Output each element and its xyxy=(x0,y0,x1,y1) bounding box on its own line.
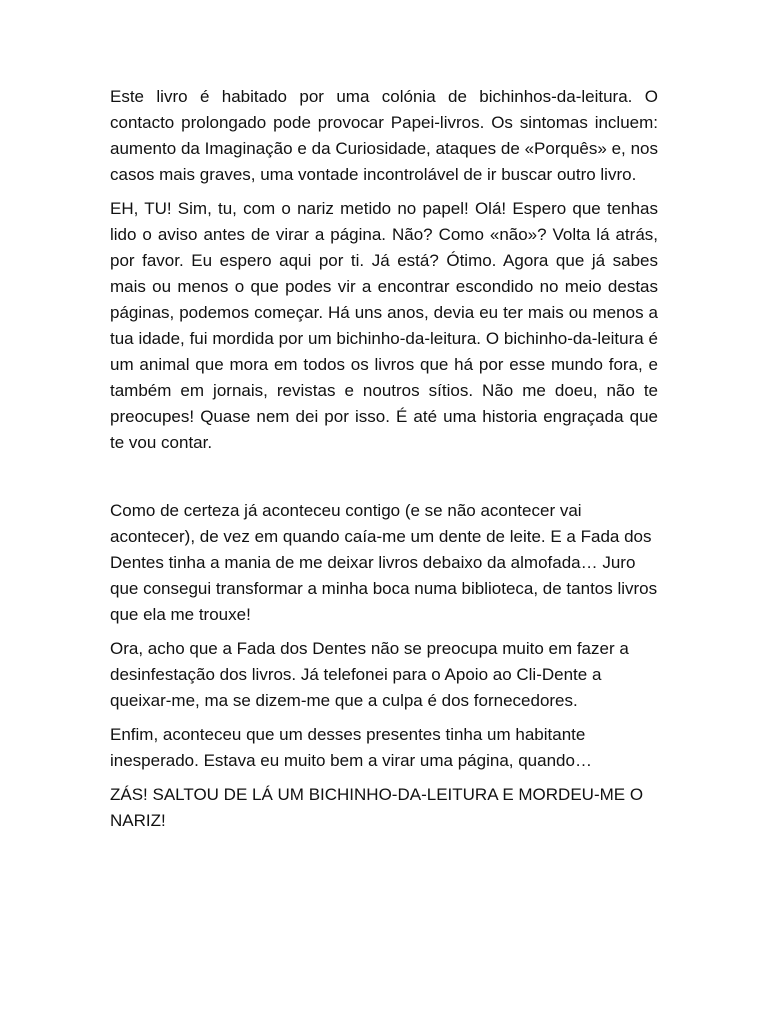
intro-paragraph: EH, TU! Sim, tu, com o nariz metido no papel! Olá! Espero que tenhas lido o aviso antes de virar a página. Não? Como «não»? Volta lá atrás, por favor. Eu espero aqui por ti. Já está? Ótimo. Agora que já sabes mais ou menos o que podes vir a encontrar escondido no meio destas páginas, podemos começar. Há uns anos, devia eu ter mais ou menos a tua idade, fui mordida por um bichinho-da-leitura. O bichinho-da-leitura é um animal que mora em todos os livros que há por esse mundo fora, e também em jornais, revistas e noutros sítios. Não me doeu, não te preocupes! Quase nem dei por isso. É até uma historia engraçada que te vou contar. xyxy=(110,199,658,452)
closing-paragraph: ZÁS! SALTOU DE LÁ UM BICHINHO-DA-LEITURA E MORDEU-ME O NARIZ! xyxy=(110,785,644,830)
disinfestation-paragraph: Ora, acho que a Fada dos Dentes não se preocupa muito em fazer a desinfestação dos livros. Já telefonei para o Apoio ao Cli-Dente a queixar-me, ma se dizem-me que a culpa é dos fornecedores. xyxy=(110,639,629,710)
tooth-fairy-paragraph: Como de certeza já aconteceu contigo (e se não acontecer vai acontecer), de vez em quando caía-me um dente de leite. E a Fada dos Dentes tinha a mania de me deixar livros debaixo da almofada… Juro que consegui transformar a minha boca numa biblioteca, de tantos livros que ela me trouxe! xyxy=(110,501,658,624)
document-page xyxy=(110,84,658,842)
warning-paragraph: Este livro é habitado por uma colónia de bichinhos-da-leitura. O contacto prolongado pode provocar Papei-livros. Os sintomas incluem: aumento da Imaginação e da Curiosidade, ataques de «Porquês» e, nos casos mais graves, uma vontade incontrolável de ir buscar outro livro. xyxy=(110,87,658,184)
section-spacer xyxy=(110,464,658,498)
unexpected-inhabitant-paragraph: Enfim, aconteceu que um desses presentes tinha um habitante inesperado. Estava eu muito bem a virar uma página, quando… xyxy=(110,725,592,770)
